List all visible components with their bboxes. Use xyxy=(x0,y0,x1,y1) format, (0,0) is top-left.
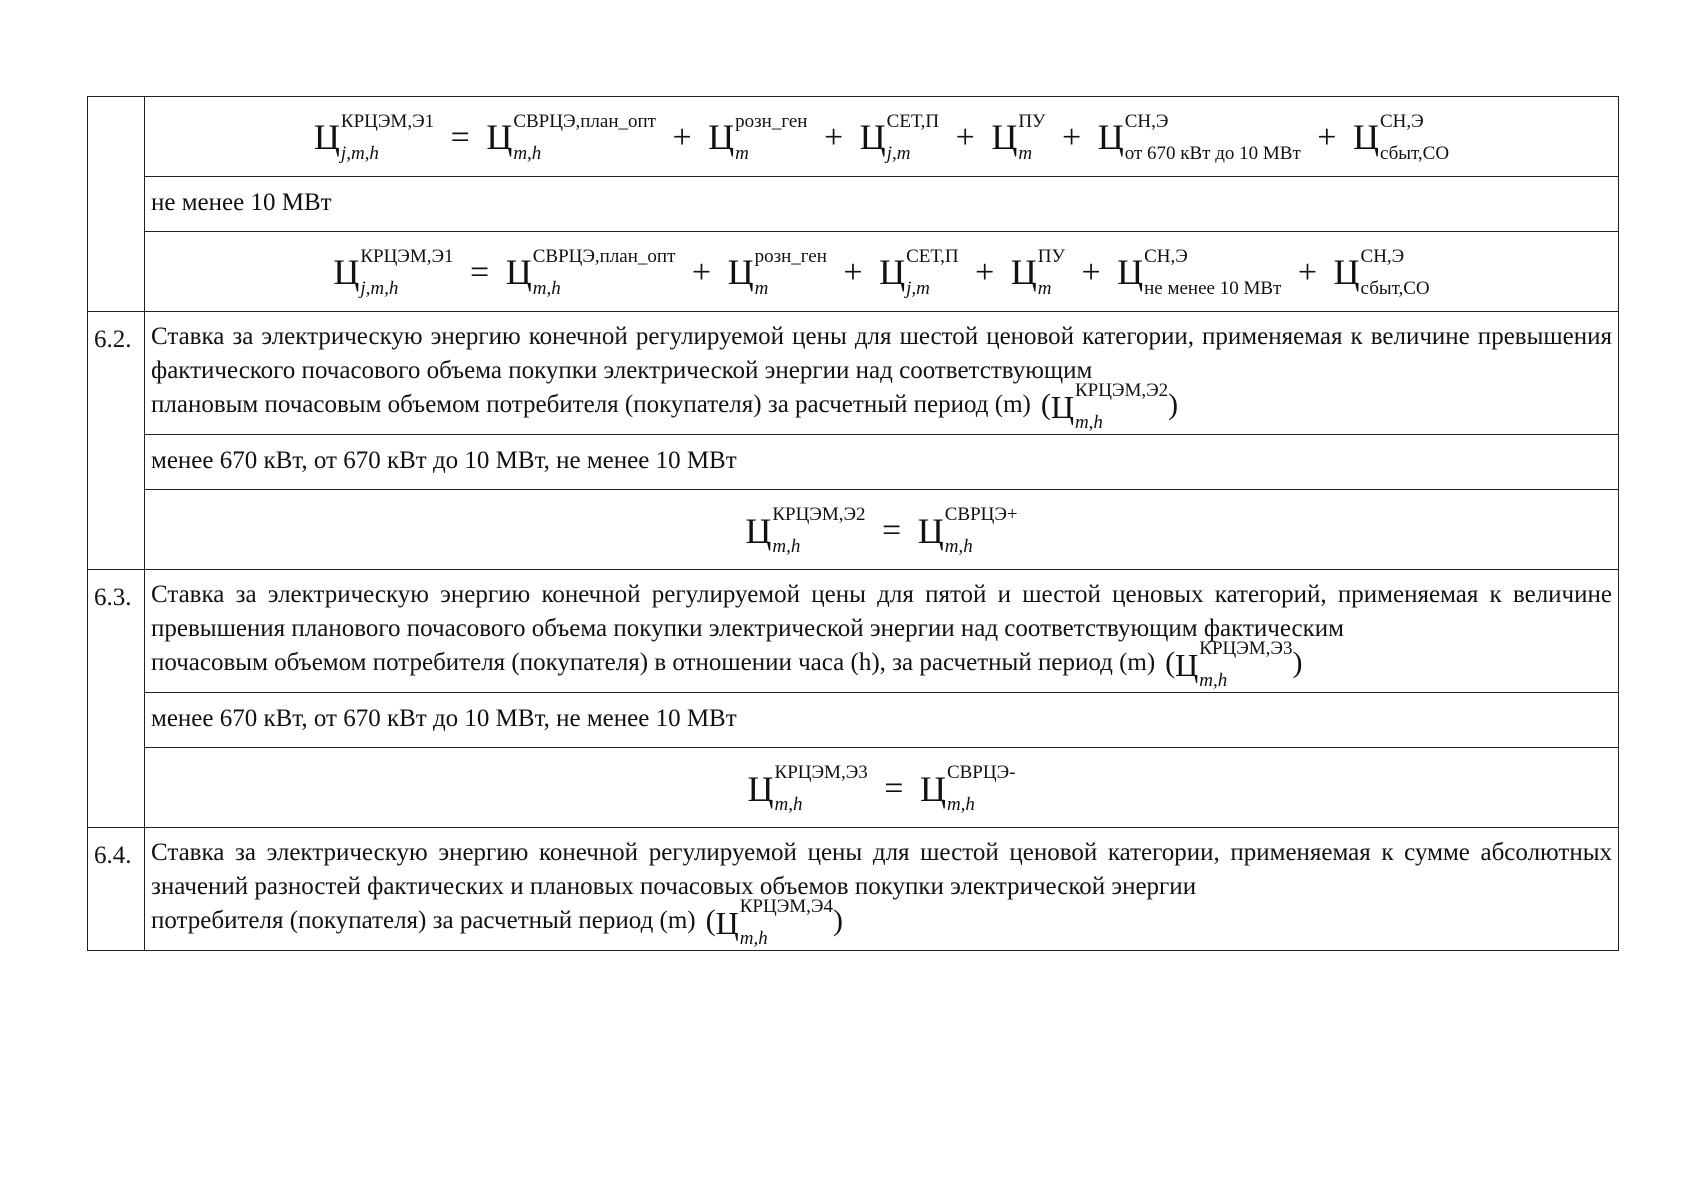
tariff-table xyxy=(87,96,1619,951)
inline-formula: (Ц КРЦЭМ,Э2 m,h ) xyxy=(1040,380,1179,434)
term: Ц СН,Э сбыт,СО xyxy=(1352,110,1450,164)
inline-formula: (Ц КРЦЭМ,Э3 m,h ) xyxy=(1165,638,1303,692)
formula-row-10mw xyxy=(145,232,1619,312)
sub-label: не менее 10 МВт xyxy=(151,189,332,216)
row-6-2-description: Ставка за электрическую энергию конечной регулируемой цены для шестой ценовой категории, применяемая к величине превышения фактического почасового объема покупки электрической энергии над соответствующим плановым почасовым объемом потребителя (покупателя) за расчетный период (m) (Ц КРЦЭМ,Э2 m,h ) xyxy=(145,312,1619,435)
term: Ц СЕТ,П j,m xyxy=(879,245,959,299)
sub-label-cell xyxy=(145,693,1619,748)
sub-label-cell xyxy=(145,435,1619,490)
formula: Ц КРЦЭМ,Э1 j,m,h = Ц СВРЦЭ,план_опт m,h + Ц розн_ген m + Ц СЕТ,П j,m + Ц ПУ m + Ц СН,Э от 670 кВт до 10 МВт + Ц СН,Э сбыт,СО xyxy=(313,110,1450,164)
sub-label: менее 670 кВт, от 670 кВт до 10 МВт, не менее 10 МВт xyxy=(151,447,737,475)
term: Ц СВРЦЭ,план_опт m,h xyxy=(486,110,656,164)
formula: Ц КРЦЭМ,Э3 m,h = Ц СВРЦЭ- m,h xyxy=(747,761,1016,815)
formula-row-6-3 xyxy=(145,748,1619,828)
row-6-3-description: Ставка за электрическую энергию конечной регулируемой цены для пятой и шестой ценовых категорий, применяемая к величине превышения планового почасового объема покупки электрической энергии над соответствующим фактическим почасовым объемом потребителя (покупателя) в отношении часа (h), за расчетный период (m) (Ц КРЦЭМ,Э3 m,h ) xyxy=(145,570,1619,693)
term: Ц СН,Э сбыт,СО xyxy=(1333,245,1430,299)
formula-row-6-2 xyxy=(145,490,1619,570)
term: Ц ПУ m xyxy=(1010,245,1065,299)
term: Ц КРЦЭМ,Э1 j,m,h xyxy=(313,110,435,164)
row-number-6-2: 6.2. xyxy=(88,312,145,570)
formula-row-670-10 xyxy=(145,97,1619,177)
term: Ц ПУ m xyxy=(991,110,1046,164)
row-6-4-description: Ставка за электрическую энергию конечной регулируемой цены для шестой ценовой категории, применяемая к сумме абсолютных значений разностей фактических и плановых почасовых объемов покупки электрической энергии потребителя (покупателя) за расчетный период (m) (Ц КРЦЭМ,Э4 m,h ) xyxy=(145,828,1619,951)
term: Ц розн_ген m xyxy=(708,110,808,164)
term: Ц СН,Э не менее 10 МВт xyxy=(1117,245,1282,299)
continuation-number-cell xyxy=(88,97,145,312)
row-number-6-4: 6.4. xyxy=(88,828,145,951)
sub-label-cell xyxy=(145,177,1619,232)
term: Ц СЕТ,П j,m xyxy=(859,110,940,164)
inline-formula: (Ц КРЦЭМ,Э4 m,h ) xyxy=(705,896,843,950)
term: Ц розн_ген m xyxy=(727,245,827,299)
sub-label: менее 670 кВт, от 670 кВт до 10 МВт, не менее 10 МВт xyxy=(151,705,737,733)
term: Ц КРЦЭМ,Э1 j,m,h xyxy=(333,245,454,299)
term: Ц СН,Э от 670 кВт до 10 МВт xyxy=(1097,110,1301,164)
term: Ц СВРЦЭ,план_опт m,h xyxy=(505,245,676,299)
row-number-6-3: 6.3. xyxy=(88,570,145,828)
formula: Ц КРЦЭМ,Э2 m,h = Ц СВРЦЭ+ m,h xyxy=(745,503,1018,557)
formula: Ц КРЦЭМ,Э1 j,m,h = Ц СВРЦЭ,план_опт m,h + Ц розн_ген m + Ц СЕТ,П j,m + Ц ПУ m + Ц СН,Э не менее 10 МВт + Ц СН,Э сбыт,СО xyxy=(333,245,1430,299)
